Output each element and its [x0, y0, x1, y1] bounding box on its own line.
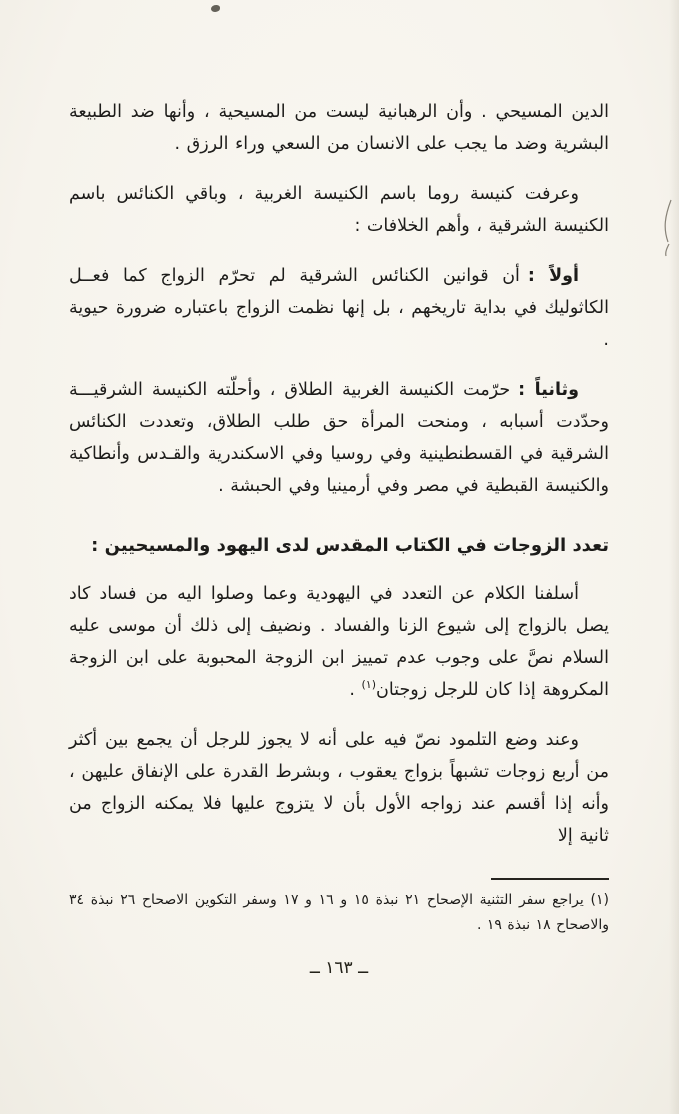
section-heading: تعدد الزوجات في الكتاب المقدس لدى اليهود والمسيحيين :: [91, 535, 609, 556]
paragraph-continuation: الدين المسيحي . وأن الرهبانية ليست من المسيحية ، وأنها ضد الطبيعة البشرية وضد ما يجب على الانسان من السعي وراء الرزق .: [69, 102, 609, 154]
paragraph-churches: وعرفت كنيسة روما باسم الكنيسة الغربية ، وباقي الكنائس باسم الكنيسة الشرقية ، وأهم الخلافات :: [69, 184, 609, 236]
point-first-lead: أولاً :: [527, 266, 579, 286]
page-number: ــ ١٦٣ ــ: [309, 958, 369, 978]
footnote-text: (١) يراجع سفر التثنية الإصحاح ٢١ نبذة ١٥ و ١٦ و ١٧ وسفر التكوين الاصحاح ٢٦ نبذة ٣٤ والاصحاح ١٨ نبذة ١٩ .: [69, 892, 609, 933]
paragraph-point-first: [69, 260, 609, 356]
point-second-lead: وثانياً :: [518, 380, 579, 400]
point-first-text: أن قوانين الكنائس الشرقية لم تحرّم الزواج كما فعــل الكاثوليك في بداية تاريخهم ، بل إنها نظمت الزواج باعتباره ضرورة حيوية .: [69, 266, 609, 350]
paragraph-talmud: وعند وضع التلمود نصّ فيه على أنه لا يجوز للرجل أن يجمع بين أكثر من أربع زوجات تشبهاً بزواج يعقوب ، وبشرط القدرة على الإنفاق عليهن ، وأنه إذا أقسم عند زواجه الأول بأن لا يتزوج عليها فلا يمكنه الزواج من ثانية إلا: [69, 730, 609, 846]
footnote-divider: [491, 878, 609, 880]
footnote-reference-marker: (١): [361, 678, 376, 692]
point-second-text: حرّمت الكنيسة الغربية الطلاق ، وأحلّته الكنيسة الشرقيـــة وحدّدت أسبابه ، ومنحت المرأة حق طلب الطلاق، وتعددت الكنائس الشرقية في القسطنطينية وفي روسيا وفي الاسكندرية والقـدس وأنطاكية والكنيسة القبطية في مصر وفي أرمينيا وفي الحبشة .: [69, 380, 609, 496]
paragraph-point-second: [69, 374, 609, 502]
polygamy-tail: .: [349, 680, 362, 700]
paragraph-polygamy: [69, 578, 609, 706]
polygamy-text: أسلفنا الكلام عن التعدد في اليهودية وعما وصلوا اليه من فساد كاد يصل بالزواج إلى شيوع الزنا والفساد . ونضيف إلى ذلك أن موسى عليه السلام نصَّ على وجوب عدم تمييز ابن الزوجة المحبوبة على ابن الزوجة المكروهة إذا كان للرجل زوجتان: [69, 584, 609, 700]
